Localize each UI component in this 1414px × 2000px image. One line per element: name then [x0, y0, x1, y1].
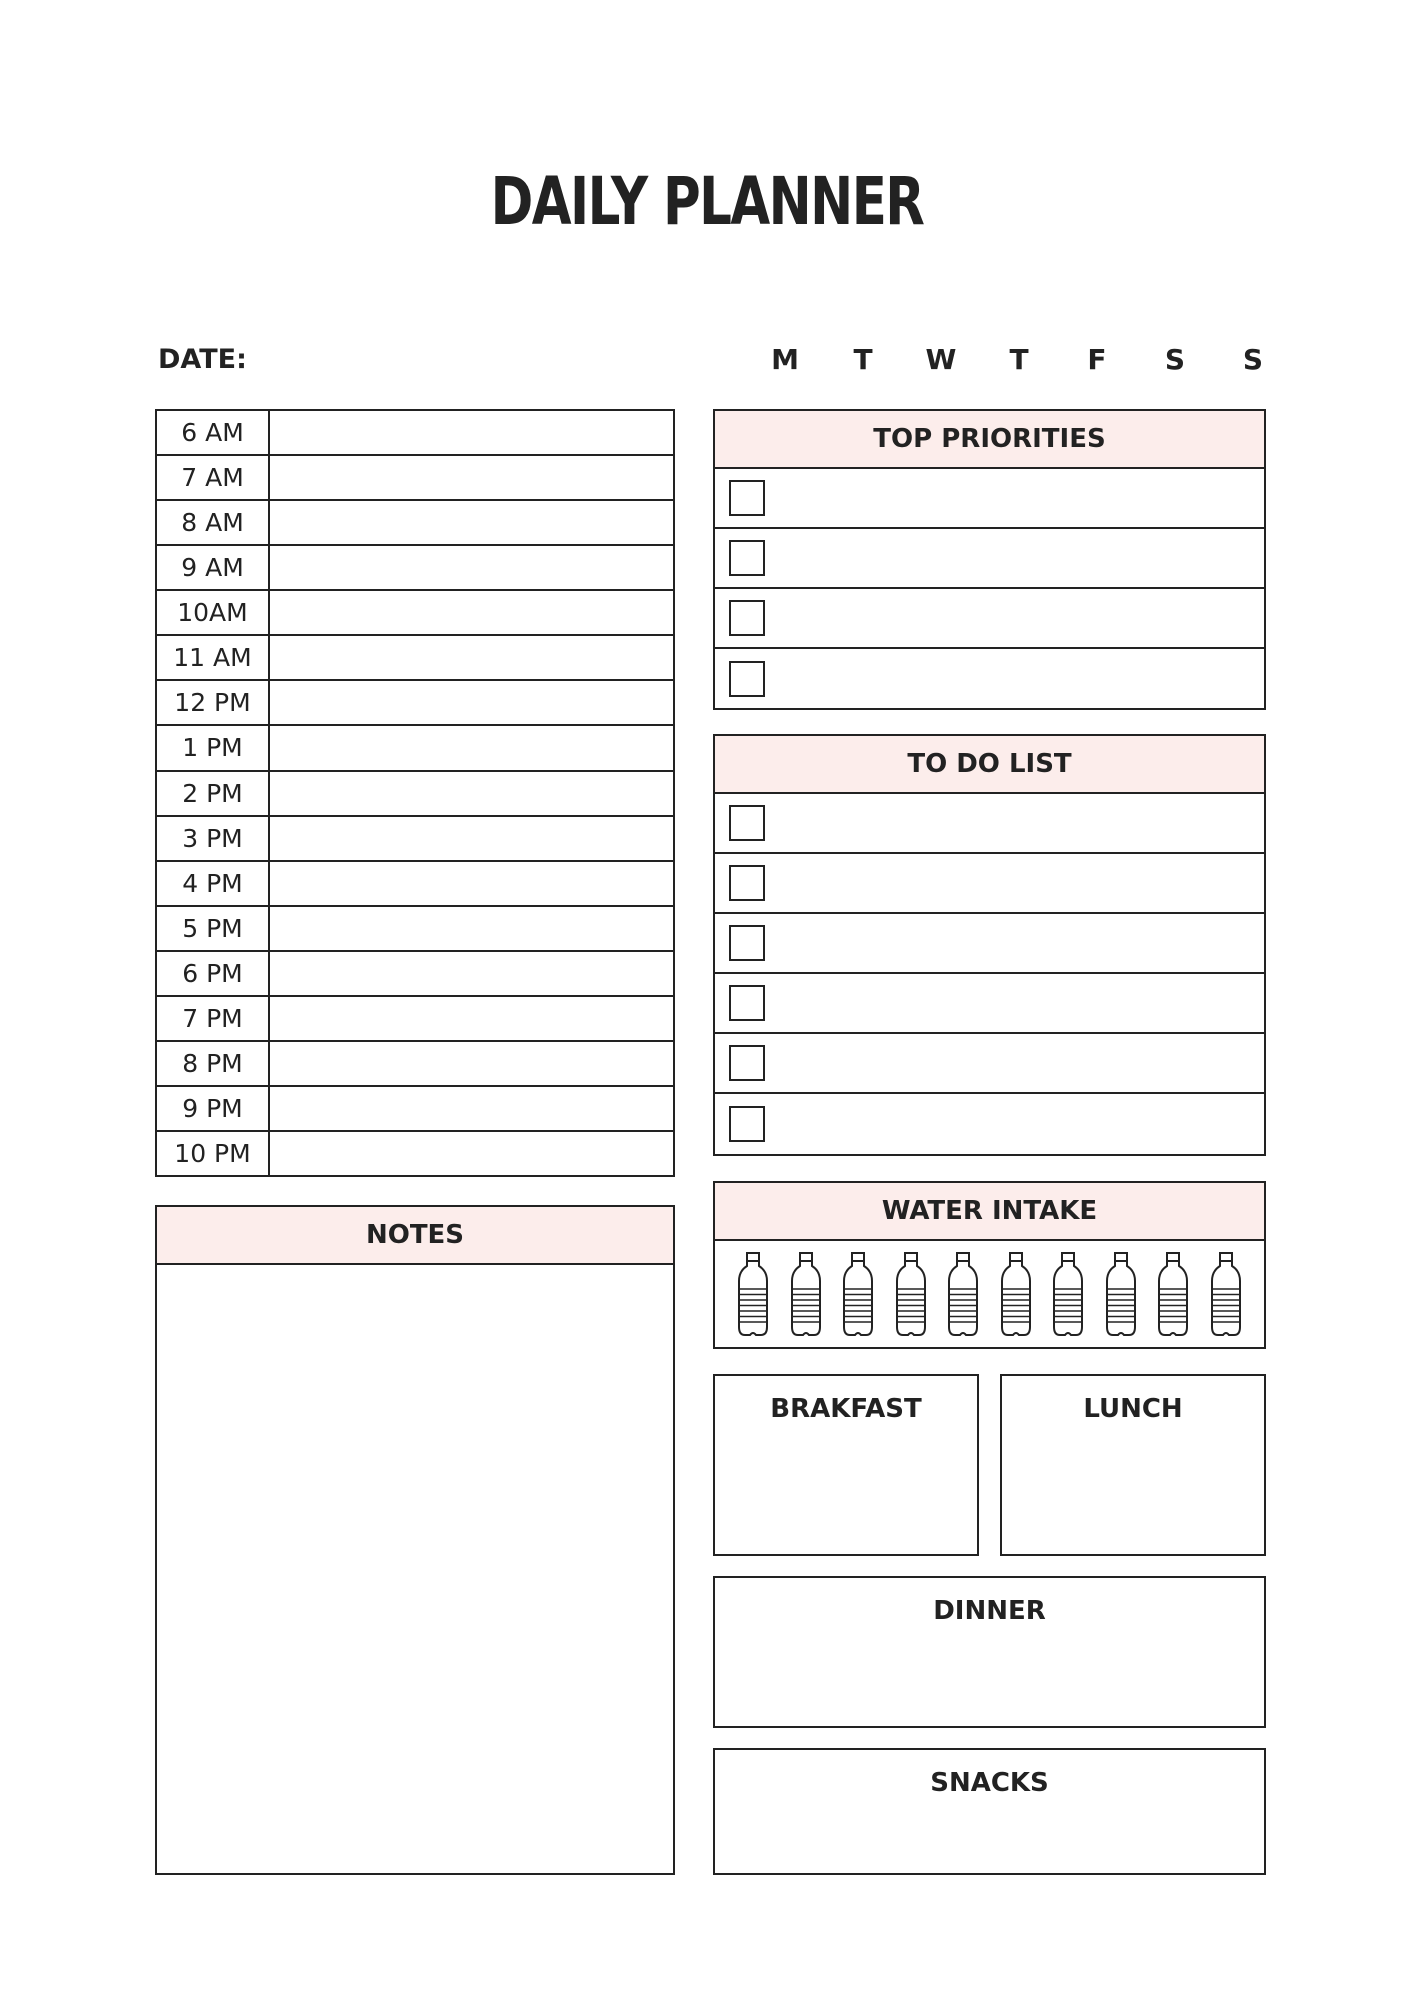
dinner-box[interactable]	[713, 1576, 1266, 1728]
todo-checkbox[interactable]	[729, 865, 765, 901]
schedule-entry[interactable]	[270, 1132, 673, 1175]
notes-section	[155, 1205, 675, 1875]
priority-checkbox[interactable]	[729, 540, 765, 576]
schedule-time: 5 PM	[157, 907, 270, 950]
lunch-label: LUNCH	[1083, 1394, 1183, 1424]
schedule-time: 8 PM	[157, 1042, 270, 1085]
schedule-entry[interactable]	[270, 1087, 673, 1130]
water-bottle-icon[interactable]	[1104, 1251, 1138, 1337]
schedule-row	[157, 907, 673, 952]
schedule-entry[interactable]	[270, 997, 673, 1040]
schedule-row	[157, 817, 673, 862]
dinner-label: DINNER	[933, 1596, 1046, 1626]
schedule-time: 11 AM	[157, 636, 270, 679]
schedule-entry[interactable]	[270, 546, 673, 589]
schedule-row	[157, 1087, 673, 1132]
schedule-entry[interactable]	[270, 456, 673, 499]
schedule-entry[interactable]	[270, 907, 673, 950]
todo-checkbox[interactable]	[729, 805, 765, 841]
todo-item[interactable]	[715, 854, 1264, 914]
water-bottle-icon[interactable]	[999, 1251, 1033, 1337]
water-bottle-icon[interactable]	[841, 1251, 875, 1337]
schedule-row	[157, 411, 673, 456]
top-priorities-title: TOP PRIORITIES	[715, 411, 1264, 469]
schedule-row	[157, 681, 673, 726]
weekday-tue[interactable]: T	[853, 343, 873, 376]
schedule-row	[157, 456, 673, 501]
weekday-wed[interactable]: W	[925, 343, 957, 376]
todo-checkbox[interactable]	[729, 1106, 765, 1142]
schedule-row	[157, 636, 673, 681]
schedule-row	[157, 862, 673, 907]
schedule-entry[interactable]	[270, 952, 673, 995]
notes-title: NOTES	[157, 1207, 673, 1265]
schedule-entry[interactable]	[270, 726, 673, 769]
todo-list-section	[713, 734, 1266, 1156]
schedule-row	[157, 501, 673, 546]
schedule-entry[interactable]	[270, 862, 673, 905]
water-bottle-icon[interactable]	[1209, 1251, 1243, 1337]
schedule-time: 2 PM	[157, 772, 270, 815]
breakfast-box[interactable]	[713, 1374, 979, 1556]
schedule-time: 12 PM	[157, 681, 270, 724]
water-bottle-icon[interactable]	[946, 1251, 980, 1337]
weekday-thu[interactable]: T	[1009, 343, 1029, 376]
priority-list	[715, 469, 1264, 709]
schedule-entry[interactable]	[270, 772, 673, 815]
schedule-row	[157, 546, 673, 591]
page-title: DAILY PLANNER	[490, 163, 924, 240]
date-label: DATE:	[158, 344, 247, 375]
priority-item[interactable]	[715, 529, 1264, 589]
priority-item[interactable]	[715, 589, 1264, 649]
snacks-box[interactable]	[713, 1748, 1266, 1875]
schedule-entry[interactable]	[270, 681, 673, 724]
top-priorities-section	[713, 409, 1266, 710]
todo-list-title: TO DO LIST	[715, 736, 1264, 794]
schedule-row	[157, 1132, 673, 1175]
todo-item[interactable]	[715, 914, 1264, 974]
schedule-time: 3 PM	[157, 817, 270, 860]
schedule-entry[interactable]	[270, 636, 673, 679]
schedule-time: 7 AM	[157, 456, 270, 499]
schedule-entry[interactable]	[270, 591, 673, 634]
schedule-row	[157, 997, 673, 1042]
weekday-fri[interactable]: F	[1087, 343, 1107, 376]
schedule-entry[interactable]	[270, 411, 673, 454]
priority-checkbox[interactable]	[729, 661, 765, 697]
schedule-row	[157, 772, 673, 817]
todo-item[interactable]	[715, 794, 1264, 854]
todo-checkbox[interactable]	[729, 985, 765, 1021]
todo-item[interactable]	[715, 1094, 1264, 1154]
water-bottle-icon[interactable]	[736, 1251, 770, 1337]
schedule-time: 1 PM	[157, 726, 270, 769]
schedule-time: 8 AM	[157, 501, 270, 544]
schedule-time: 4 PM	[157, 862, 270, 905]
schedule-time: 10 PM	[157, 1132, 270, 1175]
priority-item[interactable]	[715, 469, 1264, 529]
lunch-box[interactable]	[1000, 1374, 1266, 1556]
water-bottle-icon[interactable]	[894, 1251, 928, 1337]
schedule-entry[interactable]	[270, 1042, 673, 1085]
weekday-sat[interactable]: S	[1164, 343, 1186, 376]
schedule-time: 6 PM	[157, 952, 270, 995]
priority-checkbox[interactable]	[729, 600, 765, 636]
schedule-row	[157, 726, 673, 771]
schedule-time: 7 PM	[157, 997, 270, 1040]
water-bottle-tracker	[715, 1241, 1264, 1347]
water-bottle-icon[interactable]	[1051, 1251, 1085, 1337]
water-intake-title: WATER INTAKE	[715, 1183, 1264, 1241]
todo-item[interactable]	[715, 974, 1264, 1034]
schedule-entry[interactable]	[270, 501, 673, 544]
todo-checkbox[interactable]	[729, 1045, 765, 1081]
schedule-row	[157, 591, 673, 636]
snacks-label: SNACKS	[930, 1768, 1049, 1798]
water-bottle-icon[interactable]	[1156, 1251, 1190, 1337]
priority-checkbox[interactable]	[729, 480, 765, 516]
schedule-row	[157, 952, 673, 997]
priority-item[interactable]	[715, 649, 1264, 709]
schedule-entry[interactable]	[270, 817, 673, 860]
schedule-time: 9 AM	[157, 546, 270, 589]
schedule-time: 10AM	[157, 591, 270, 634]
schedule-time: 6 AM	[157, 411, 270, 454]
water-bottle-icon[interactable]	[789, 1251, 823, 1337]
weekday-mon[interactable]: M	[771, 343, 799, 376]
schedule-time: 9 PM	[157, 1087, 270, 1130]
todo-checkbox[interactable]	[729, 925, 765, 961]
todo-list	[715, 794, 1264, 1154]
water-intake-section	[713, 1181, 1266, 1349]
schedule-row	[157, 1042, 673, 1087]
hourly-schedule	[155, 409, 675, 1177]
breakfast-label: BRAKFAST	[770, 1394, 922, 1424]
todo-item[interactable]	[715, 1034, 1264, 1094]
weekday-sun[interactable]: S	[1242, 343, 1264, 376]
